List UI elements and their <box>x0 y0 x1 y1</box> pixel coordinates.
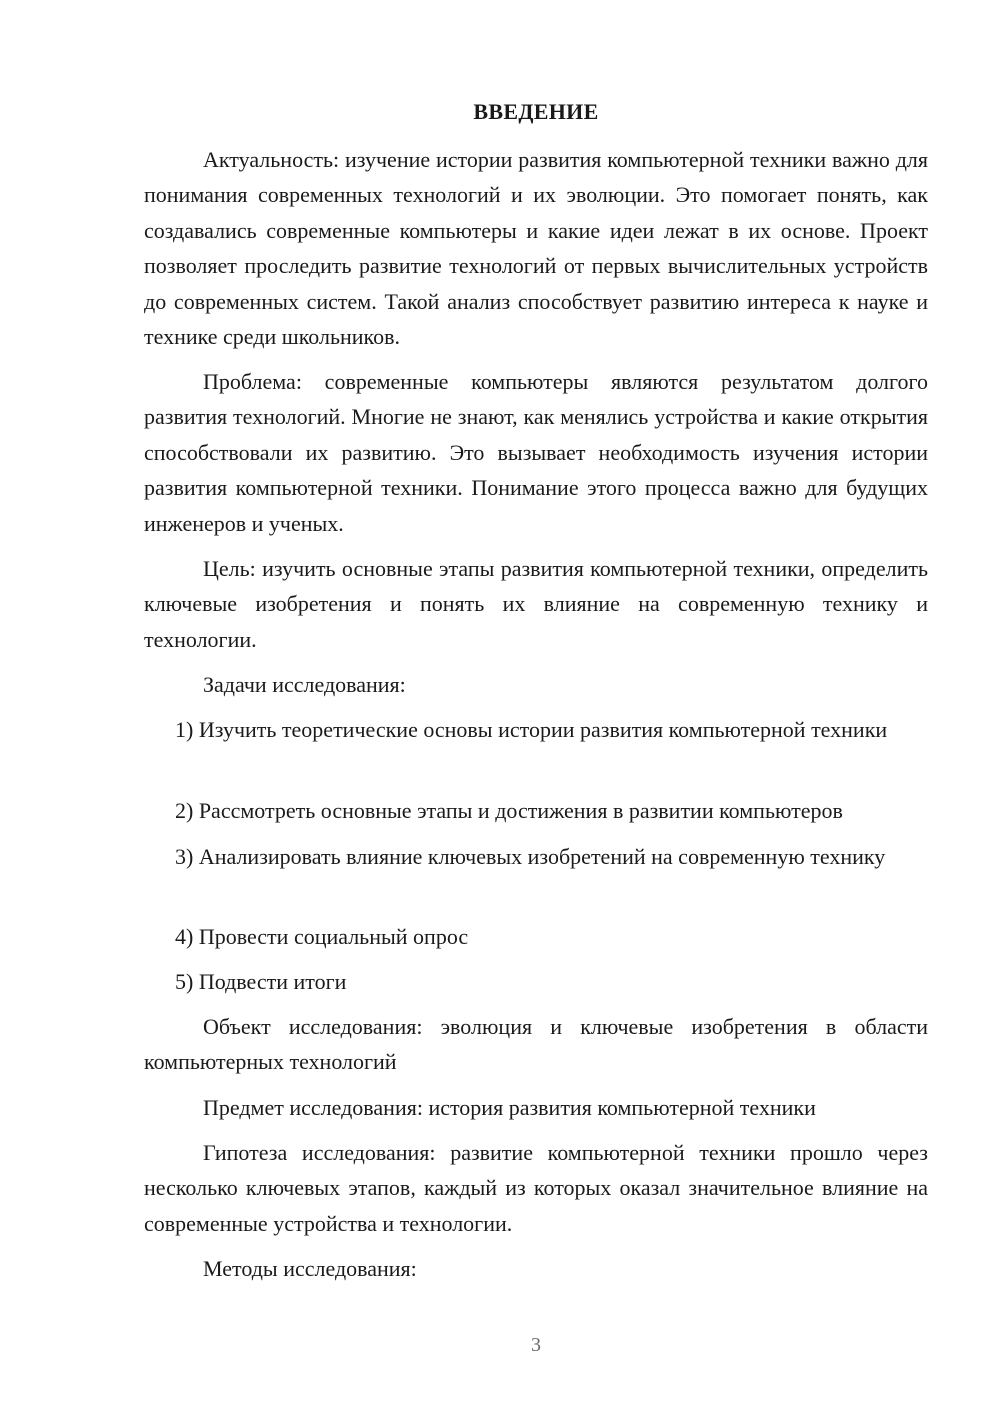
page-number: 3 <box>531 1334 541 1356</box>
goal-paragraph: Цель: изучить основные этапы развития компьютерной техники, определить ключевые изобретения и понять их влияние на современную технику и технологии. <box>144 556 928 652</box>
object-paragraph: Объект исследования: эволюция и ключевые изобретения в области компьютерных технологий <box>144 1014 928 1075</box>
problem-paragraph: Проблема: современные компьютеры являются результатом долгого развития технологий. Многие не знают, как менялись устройства и какие открытия способствовали их развитию. Это вызывает необходимость изучения истории развития компьютерной техники. Понимание этого процесса важно для будущих инженеров и ученых. <box>144 369 928 536</box>
document-page <box>144 0 928 1414</box>
task-item-4: 4) Провести социальный опрос <box>175 924 469 949</box>
methods-heading: Методы исследования: <box>203 1256 417 1281</box>
task-item-5: 5) Подвести итоги <box>175 969 347 994</box>
task-item-3: 3) Анализировать влияние ключевых изобретений на современную технику <box>175 844 886 869</box>
relevance-paragraph: Актуальность: изучение истории развития компьютерной техники важно для понимания современных технологий и их эволюции. Это помогает понять, как создавались современные компьютеры и какие идеи лежат в их основе. Проект позволяет проследить развитие технологий от первых вычислительных устройств до современных систем. Такой анализ способствует развитию интереса к науке и технике среди школьников. <box>144 147 928 350</box>
task-item-1: 1) Изучить теоретические основы истории развития компьютерной техники <box>175 717 888 742</box>
tasks-heading: Задачи исследования: <box>203 672 406 697</box>
section-title: ВВЕДЕНИЕ <box>473 99 599 124</box>
subject-paragraph: Предмет исследования: история развития компьютерной техники <box>203 1095 816 1120</box>
hypothesis-paragraph: Гипотеза исследования: развитие компьютерной техники прошло через несколько ключевых этапов, каждый из которых оказал значительное влияние на современные устройства и технологии. <box>144 1140 928 1236</box>
task-item-2: 2) Рассмотреть основные этапы и достижения в развитии компьютеров <box>175 798 843 823</box>
